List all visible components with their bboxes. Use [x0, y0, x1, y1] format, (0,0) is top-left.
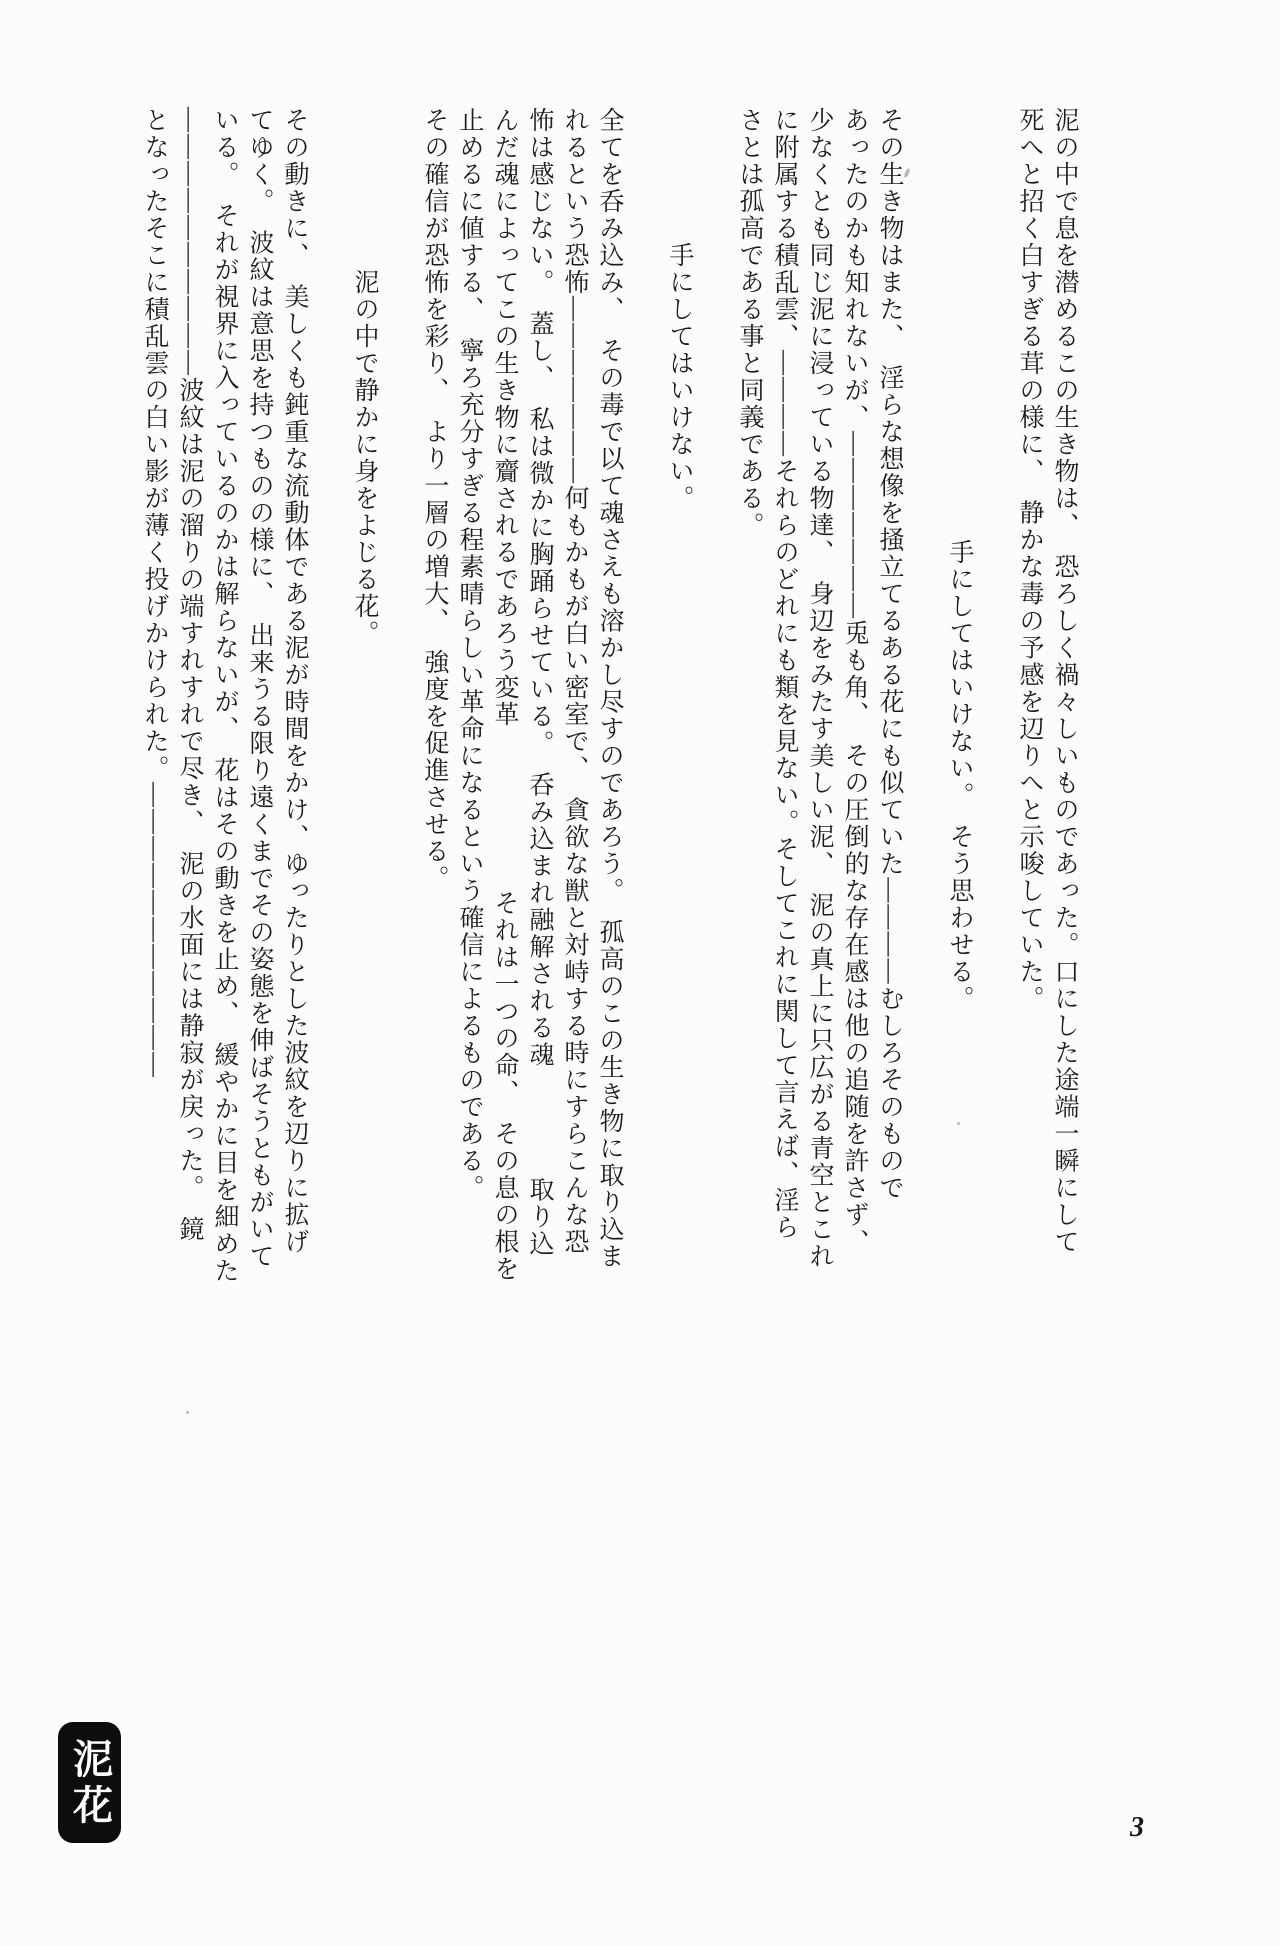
- text-column: てゆく。 波紋は意思を持つものの様に、 出来うる限り遠くまでその姿態を伸ばそうともがいて: [246, 107, 273, 1270]
- text-column: 怖は感じない。 蓋し、 私は微かに胸踊らせている。 呑み込まれ融解される魂 取り込: [526, 107, 553, 1258]
- text-column: 泥の中で息を潜めるこの生き物は、 恐ろしく禍々しいものであった。口にした途端一瞬にして: [1051, 107, 1078, 1256]
- text-column: 手にしてはいけない。: [666, 107, 693, 512]
- paragraph-gap: [907, 107, 942, 1437]
- text-column: 泥の中で静かに身をよじる花。: [351, 107, 378, 647]
- text-column: 全てを呑み込み、 その毒で以て魂さえも溶かし尽すのであろう。 孤高のこの生き物に取り込ま: [596, 107, 623, 1270]
- text-column: その確信が恐怖を彩り、 より一層の増大、 強度を促進させる。: [421, 107, 448, 892]
- scan-speck: [957, 1122, 960, 1125]
- text-column: んだ魂によってこの生き物に齎されるであろう変革 それは一つの命、 その息の根を: [491, 107, 518, 1283]
- text-column: となったそこに積乱雲の白い影が薄く投げかけられた。―――――――――――: [141, 107, 168, 1079]
- text-column: れるという恐怖―――――――何もかもが白い密室で、 貪欲な獣と対峙する時にすらこんな恐: [561, 107, 588, 1256]
- text-column: 死へと招く白すぎる茸の様に、 静かな毒の予感を辺りへと示唆していた。: [1016, 107, 1043, 1013]
- paragraph-gap: [312, 107, 347, 1437]
- text-column: 少なくとも同じ泥に浸っている物達、 身辺をみたす美しい泥、 泥の真上に只広がる青空とこれ: [806, 107, 833, 1270]
- text-column: その生き物はまた、 淫らな想像を掻立てるある花にも似ていた――――むしろそのもので: [876, 107, 903, 1202]
- page-number: 3: [1130, 1812, 1144, 1843]
- text-column: さとは孤高である事と同義である。: [736, 107, 763, 539]
- vertical-text-block: [137, 107, 1082, 1437]
- text-column: 手にしてはいけない。 そう思わせる。: [946, 107, 973, 1013]
- text-column: その動きに、 美しくも鈍重な流動体である泥が時間をかけ、ゆったりとした波紋を辺りに拡げ: [281, 107, 308, 1256]
- text-column: いる。 それが視界に入っているのかは解らないが、 花はその動きを止め、 緩やかに目を細めた: [211, 107, 238, 1285]
- paragraph-gap: [977, 107, 1012, 1437]
- scan-speck: [186, 1411, 189, 1414]
- title-stamp-text: 泥花: [67, 1737, 113, 1830]
- paragraph-gap: [627, 107, 662, 1437]
- text-column: ――――――――――波紋は泥の溜りの端すれすれで尽き、 泥の水面には静寂が戻った。 鏡: [176, 107, 203, 1243]
- text-column: あったのかも知れないが、―――――――兎も角、 その圧倒的な存在感は他の追随を許さず、: [841, 107, 868, 1256]
- text-column: に附属する積乱雲、――――それらのどれにも類を見ない。そしてこれに関して言えば、淫ら: [771, 107, 798, 1241]
- paragraph-gap: [382, 107, 417, 1437]
- paragraph-gap: [697, 107, 732, 1437]
- text-column: 止めるに値する、 寧ろ充分すぎる程素晴らしい革命になるという確信によるものである。: [456, 107, 483, 1202]
- title-stamp: [58, 1722, 121, 1843]
